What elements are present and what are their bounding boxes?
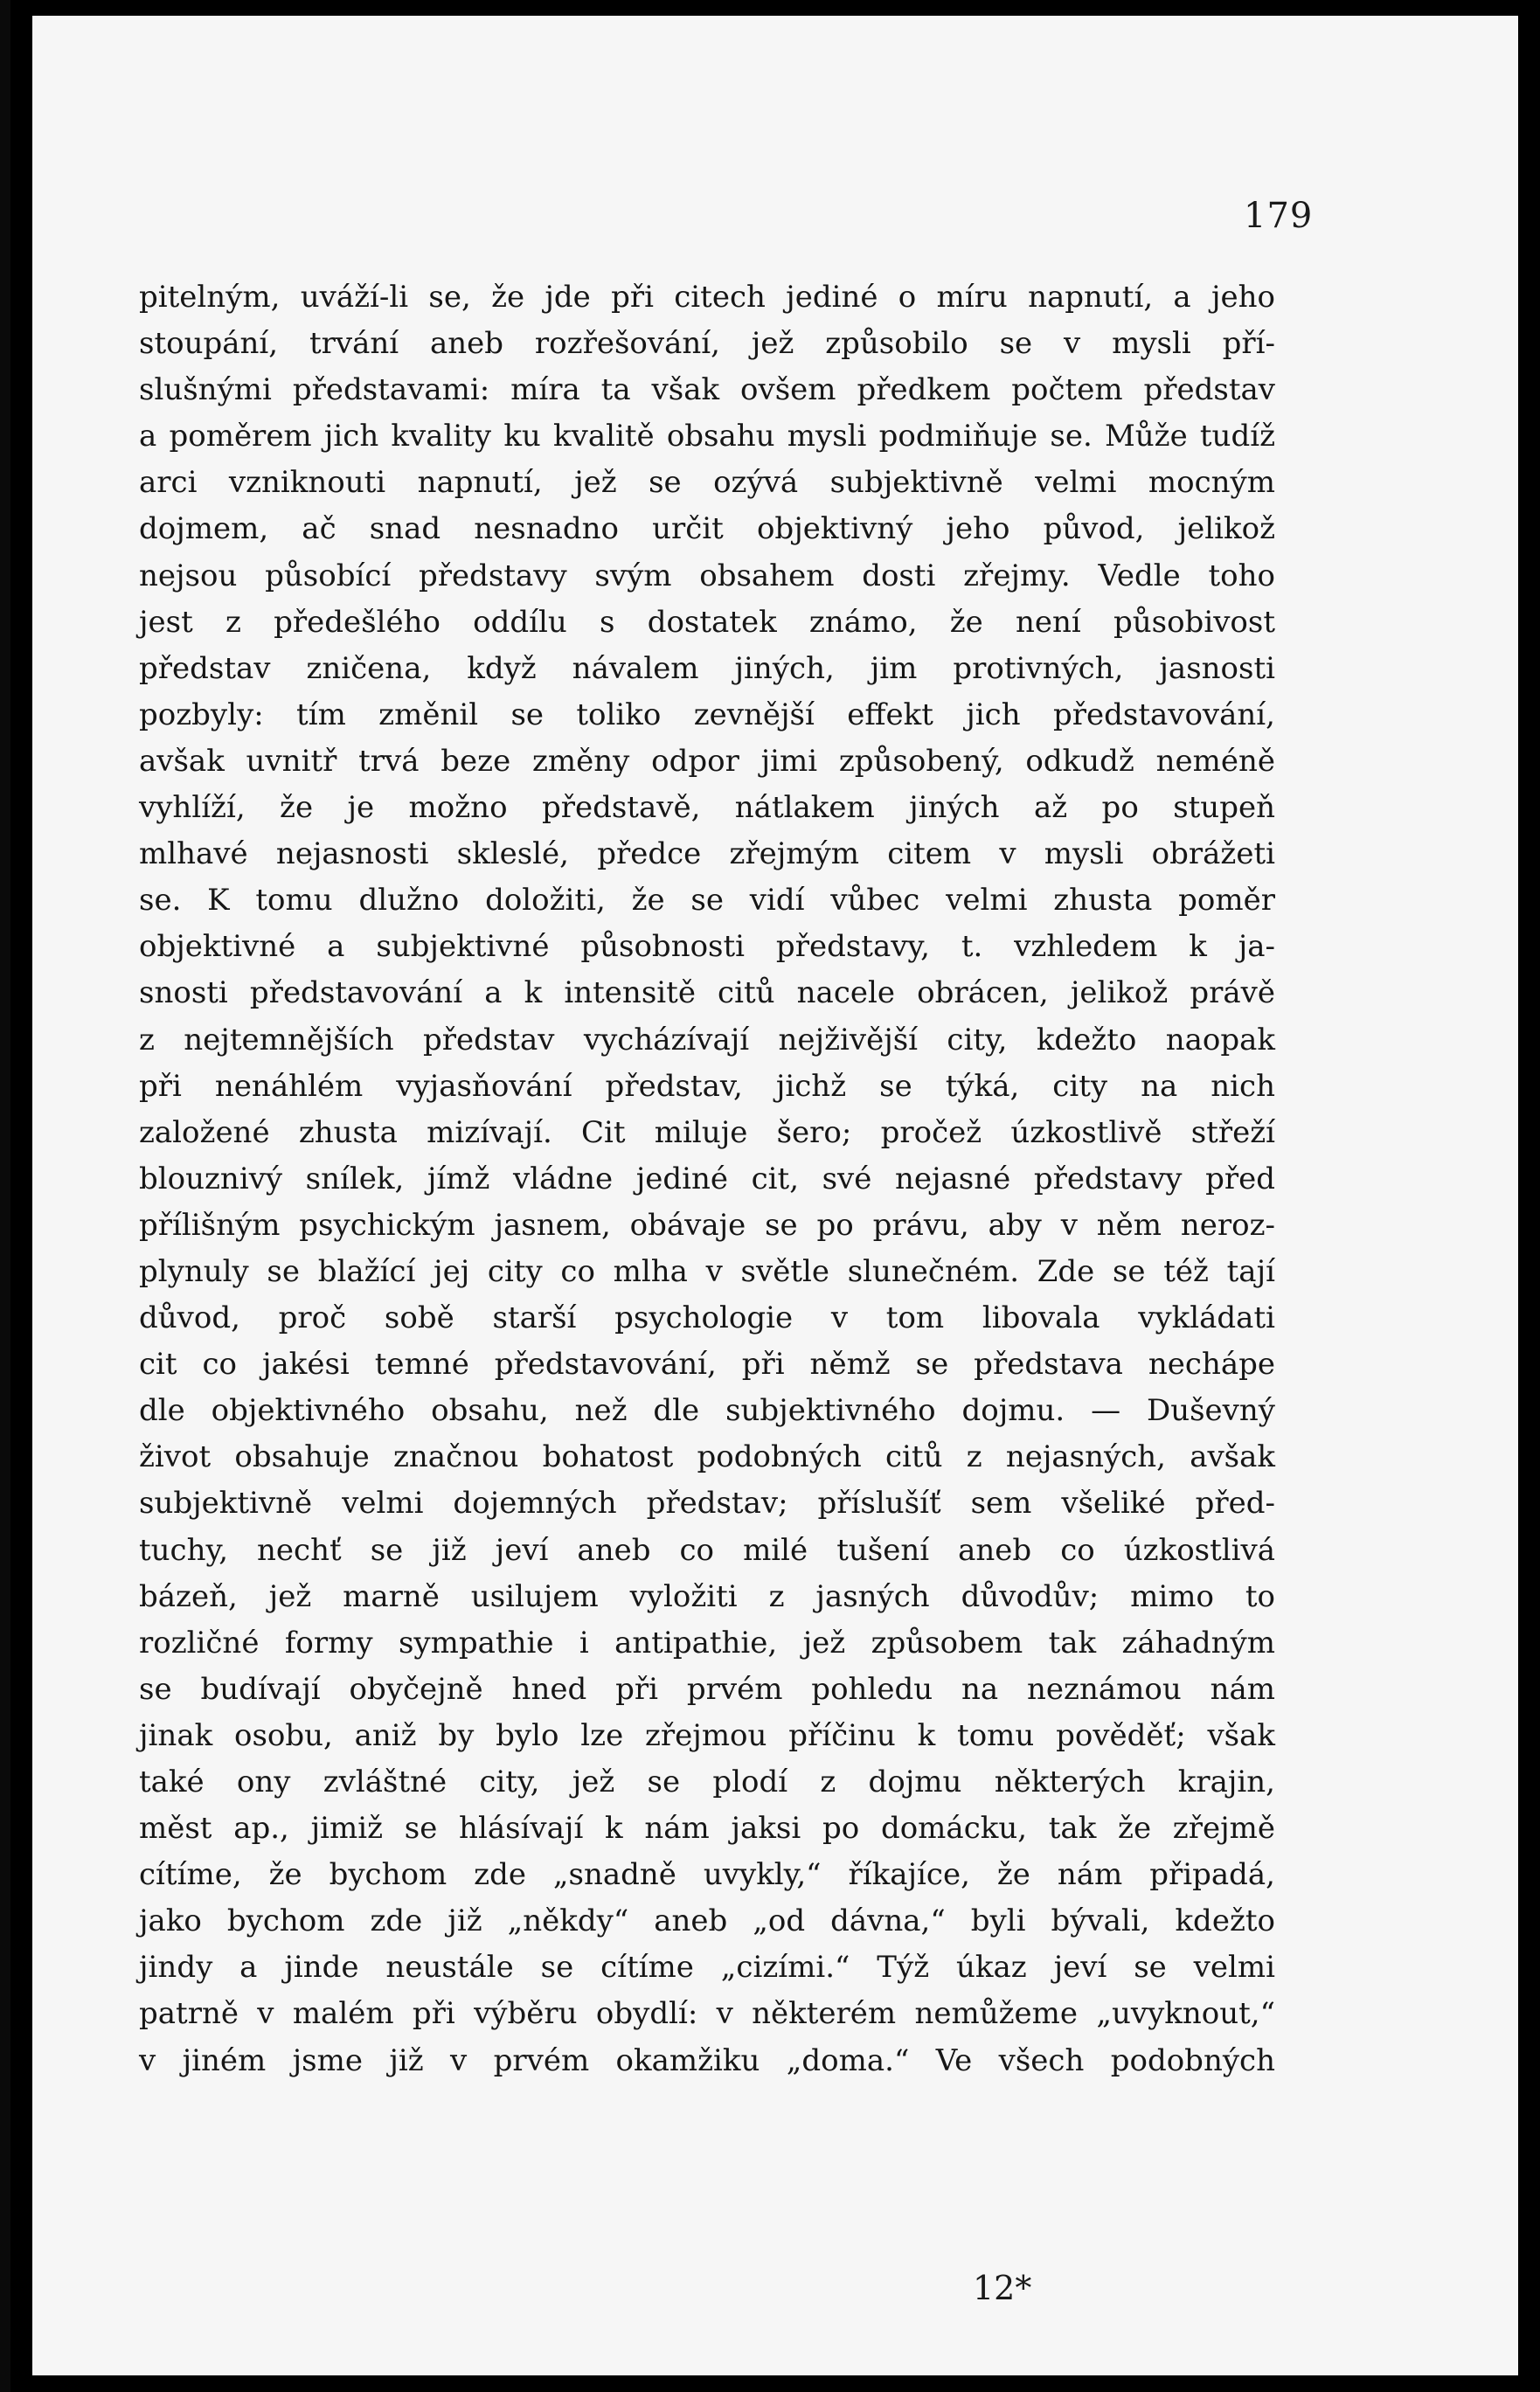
text-line: důvod, proč sobě starší psychologie v tom libovala vykládati (139, 1300, 1275, 1336)
text-line: avšak uvnitř trvá beze změny odpor jimi způsobený, odkudž neméně (139, 743, 1275, 779)
text-line: měst ap., jimiž se hlásívají k nám jaksi po domácku, tak že zřejmě (139, 1811, 1275, 1847)
text-line: dle objektivného obsahu, než dle subjektivného dojmu. — Duševný (139, 1393, 1275, 1429)
text-line: mlhavé nejasnosti skleslé, předce zřejmým citem v mysli obrážeti (139, 836, 1275, 872)
scan-left-edge (0, 0, 10, 2392)
text-line: objektivné a subjektivné působnosti představy, t. vzhledem k ja- (139, 929, 1275, 965)
text-line: nejsou působící představy svým obsahem dosti zřejmy. Vedle toho (139, 558, 1275, 593)
text-line: jako bychom zde již „někdy“ aneb „od dávna,“ byli bývali, kdežto (139, 1903, 1275, 1939)
text-line: jindy a jinde neustále se cítíme „cizími.“ Týž úkaz jeví se velmi (139, 1950, 1275, 1986)
text-line: vyhlíží, že je možno představě, nátlakem jiných až po stupeň (139, 790, 1275, 826)
text-line: blouznivý snílek, jímž vládne jediné cit, své nejasné představy před (139, 1161, 1275, 1196)
text-line: stoupání, trvání aneb rozřešování, jež způsobilo se v mysli pří- (139, 326, 1275, 362)
text-line: bázeň, jež marně usilujem vyložiti z jasných důvodův; mimo to (139, 1578, 1275, 1614)
text-line: při nenáhlém vyjasňování představ, jichž se týká, city na nich (139, 1068, 1275, 1104)
text-line: dojmem, ač snad nesnadno určit objektivný jeho původ, jelikož (139, 511, 1275, 547)
text-line: jest z předešlého oddílu s dostatek známo, že není působivost (139, 604, 1275, 640)
text-line: arci vzniknouti napnutí, jež se ozývá subjektivně velmi mocným (139, 465, 1275, 501)
text-line: založené zhusta mizívají. Cit miluje šero; pročež úzkostlivě střeží (139, 1114, 1275, 1150)
text-line: cítíme, že bychom zde „snadně uvykly,“ říkajíce, že nám připadá, (139, 1857, 1275, 1893)
book-page (32, 16, 1518, 2375)
text-line: pozbyly: tím změnil se toliko zevnější effekt jich představování, (139, 697, 1275, 732)
text-line: život obsahuje značnou bohatost podobných citů z nejasných, avšak (139, 1439, 1275, 1475)
text-line: subjektivně velmi dojemných představ; příslušíť sem všeliké před- (139, 1486, 1275, 1522)
text-line: v jiném jsme již v prvém okamžiku „doma.“ Ve všech podobných (139, 2042, 1275, 2078)
text-line: snosti představování a k intensitě citů nacele obrácen, jelikož právě (139, 975, 1275, 1011)
text-line: a poměrem jich kvality ku kvalitě obsahu mysli podmiňuje se. Může tudíž (139, 419, 1275, 454)
text-line: rozličné formy sympathie i antipathie, jež způsobem tak záhadným (139, 1625, 1275, 1661)
text-line: také ony zvláštné city, jež se plodí z dojmu některých krajin, (139, 1765, 1275, 1799)
text-line: jinak osobu, aniž by bylo lze zřejmou příčinu k tomu pověděť; však (139, 1717, 1275, 1753)
text-line: patrně v malém při výběru obydlí: v některém nemůžeme „uvyknout,“ (139, 1996, 1275, 2032)
signature-mark: 12* (973, 2269, 1032, 2307)
body-text (139, 274, 1275, 2084)
text-line: představ zničena, když návalem jiných, jim protivných, jasnosti (139, 650, 1275, 686)
text-line: plynuly se blažící jej city co mlha v světle slunečném. Zde se též tají (139, 1253, 1275, 1289)
text-line: pitelným, uváží-li se, že jde při citech jediné o míru napnutí, a jeho (139, 280, 1275, 315)
text-line: přílišným psychickým jasnem, obávaje se po právu, aby v něm neroz- (139, 1207, 1275, 1243)
text-line: se. K tomu dlužno doložiti, že se vidí vůbec velmi zhusta poměr (139, 883, 1275, 919)
text-line: z nejtemnějších představ vycházívají nejživější city, kdežto naopak (139, 1022, 1275, 1057)
text-line: cit co jakési temné představování, při němž se představa nechápe (139, 1347, 1275, 1383)
text-line: tuchy, nechť se již jeví aneb co milé tušení aneb co úzkostlivá (139, 1532, 1275, 1568)
page-number: 179 (1244, 196, 1314, 236)
text-line: se budívají obyčejně hned při prvém pohledu na neznámou nám (139, 1671, 1275, 1707)
text-line: slušnými představami: míra ta však ovšem předkem počtem představ (139, 372, 1275, 408)
